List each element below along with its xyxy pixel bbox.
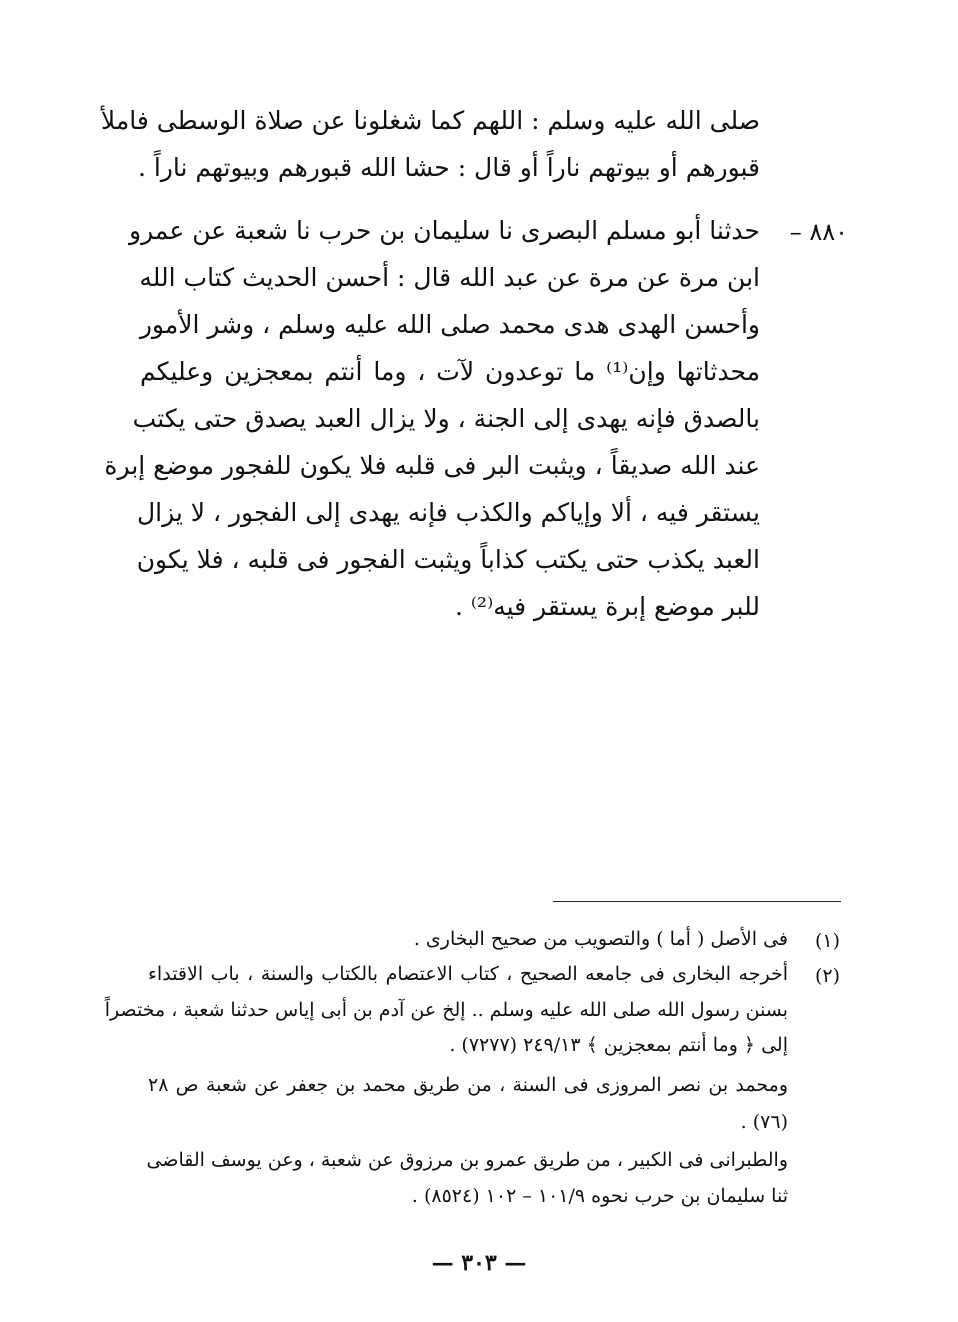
hadith-line-4: محدثاتها وإن⁽¹⁾ ما توعدون لآت ، وما أنتم بمعجزين وعليكم: [140, 357, 760, 386]
footnote-2-line-3: إلى ﴿ وما أنتم بمعجزين ﴾ ٢٤٩/١٣ (٧٢٧٧) .: [449, 1034, 788, 1056]
hadith-line-7: يستقر فيه ، ألا وإياكم والكذب فإنه يهدى إلى الفجور ، لا يزال: [136, 498, 760, 527]
footnote-number-2: (٢): [814, 965, 840, 987]
hadith-line-3: وأحسن الهدى هدى محمد صلى الله عليه وسلم ، وشر الأمور: [139, 310, 760, 339]
hadith-line-1: حدثنا أبو مسلم البصرى نا سليمان بن حرب نا شعبة عن عمرو: [129, 216, 760, 245]
page-number: — ٣٠٣ —: [431, 1250, 527, 1276]
footnote-2-line-4: ومحمد بن نصر المروزى فى السنة ، من طريق محمد بن جعفر عن شعبة ص ٢٨: [148, 1074, 788, 1096]
intro-line-1: صلى الله عليه وسلم : اللهم كما شغلونا عن صلاة الوسطى فاملأ: [100, 106, 760, 135]
intro-line-2: قبورهم أو بيوتهم ناراً أو قال : حشا الله قبورهم وبيوتهم ناراً .: [137, 153, 760, 182]
footnote-2-line-5: (٧٦) .: [740, 1111, 788, 1133]
hadith-line-2: ابن مرة عن مرة عن عبد الله قال : أحسن الحديث كتاب الله: [139, 263, 760, 292]
hadith-line-5: بالصدق فإنه يهدى إلى الجنة ، ولا يزال العبد يصدق حتى يكتب: [132, 404, 760, 433]
footnote-2-line-6: والطبرانى فى الكبير ، من طريق عمرو بن مرزوق عن شعبة ، وعن يوسف القاضى: [146, 1149, 788, 1171]
hadith-line-8: العبد يكذب حتى يكتب كذاباً ويثبت الفجور فى قلبه ، فلا يكون: [136, 545, 760, 574]
footnote-2-line-2: بسنن رسول الله صلى الله عليه وسلم .. إلخ عن آدم بن أبى إياس حدثنا شعبة ، مختصراً: [104, 999, 788, 1021]
footnote-number-1: (١): [814, 930, 840, 952]
hadith-line-6: عند الله صديقاً ، ويثبت البر فى قلبه فلا يكون للفجور موضع إبرة: [104, 451, 760, 480]
footnote-2-line-1: أخرجه البخارى فى جامعه الصحيح ، كتاب الاعتصام بالكتاب والسنة ، باب الاقتداء: [148, 963, 788, 985]
hadith-line-9: للبر موضع إبرة يستقر فيه⁽²⁾ .: [454, 592, 760, 621]
footnote-rule: [553, 901, 841, 902]
footnote-2-line-7: ثنا سليمان بن حرب نحوه ١٠١/٩ – ١٠٢ (٨٥٢٤) .: [411, 1185, 788, 1207]
footnote-1-line-1: فى الأصل ( أما ) والتصويب من صحيح البخارى .: [413, 928, 788, 950]
hadith-number: ٨٨٠ –: [789, 218, 848, 246]
